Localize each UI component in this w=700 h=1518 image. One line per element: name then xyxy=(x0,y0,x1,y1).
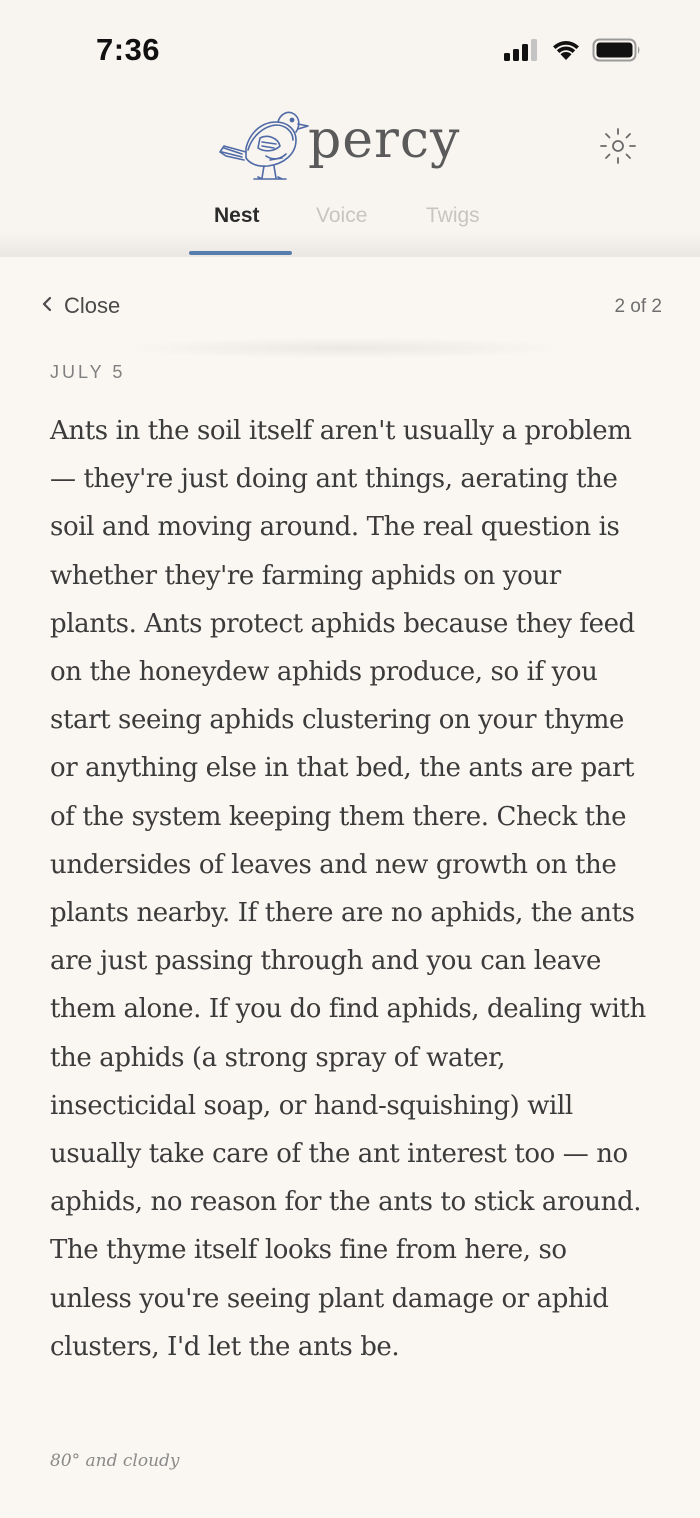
cellular-signal-icon xyxy=(504,39,540,66)
bird-icon xyxy=(216,104,312,189)
status-time: 7:36 xyxy=(96,32,161,67)
entry-view xyxy=(0,257,700,1518)
settings-button[interactable] xyxy=(598,126,638,166)
close-button[interactable] xyxy=(40,293,120,319)
battery-icon xyxy=(592,38,642,67)
blurred-divider xyxy=(110,337,580,359)
tab-voice[interactable]: Voice xyxy=(316,204,368,227)
header-shadow xyxy=(0,232,700,258)
close-label: Close xyxy=(64,293,121,318)
tab-twigs[interactable]: Twigs xyxy=(426,204,480,227)
entry-weather: 80° and cloudy xyxy=(50,1451,180,1471)
entry-body: Ants in the soil itself aren't usually a problem — they're just doing ant things, aerating the soil and moving around. The real question is whether they're farming aphids on your plants. Ants protect aphids because they feed on the honeydew aphids produce, so if you start seeing aphids clustering on your thyme or anything else in that bed, the ants are part of the system keeping them there. Check the undersides of leaves and new growth on the plants nearby. If there are no aphids, the ants are just passing through and you can leave them alone. If you do find aphids, dealing with the aphids (a strong spray of water, insecticidal soap, or hand-squishing) will usually take care of the ant interest too — no aphids, no reason for the ants to stick around. The thyme itself looks fine from here, so unless you're seeing plant damage or aphid clusters, I'd let the ants be. xyxy=(50,416,646,1362)
status-bar xyxy=(0,0,700,100)
entry-date: JULY 5 xyxy=(50,362,126,382)
chevron-left-icon xyxy=(40,295,54,318)
wifi-icon xyxy=(550,38,582,67)
app-name: percy xyxy=(308,110,461,170)
app-logo xyxy=(216,102,486,184)
status-icons xyxy=(504,38,642,67)
tab-nest[interactable]: Nest xyxy=(214,204,260,227)
sun-icon xyxy=(598,153,638,170)
entry-pager: 2 of 2 xyxy=(614,296,662,317)
